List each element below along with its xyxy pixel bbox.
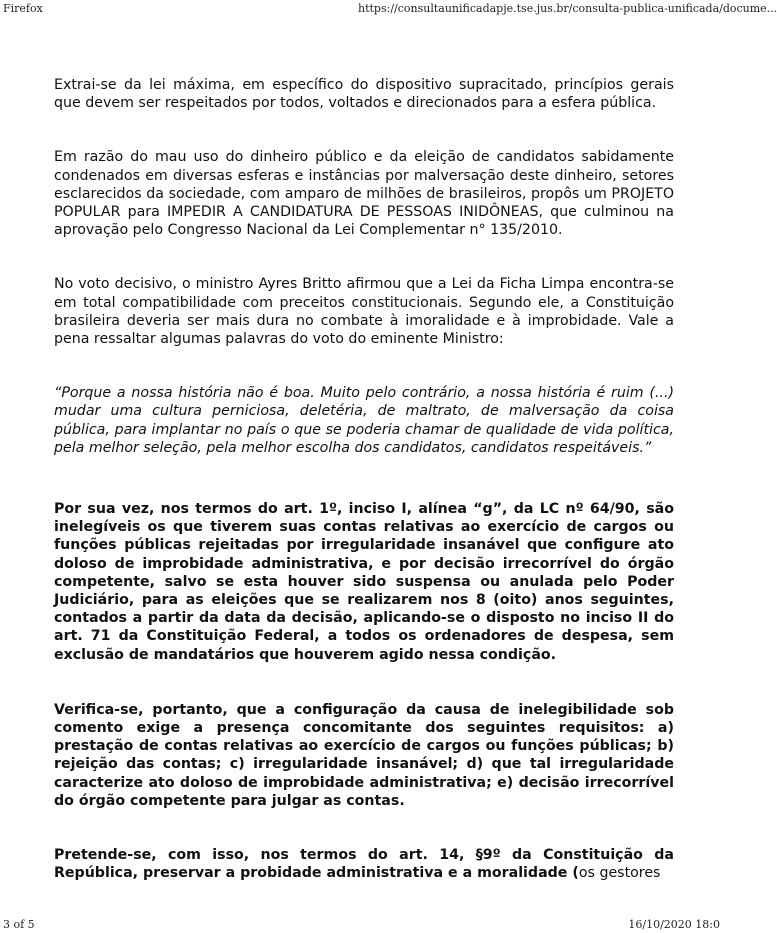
paragraph-principles: Extrai-se da lei máxima, em específico do dispositivo supracitado, princípios gerais que devem ser respeitados por todos, voltados e direcionados para a esfera pública. xyxy=(54,77,674,112)
print-header xyxy=(0,2,777,16)
browser-name: Firefox xyxy=(3,2,43,15)
page-url: https://consultaunificadapje.tse.jus.br/consulta-publica-unificada/docume... xyxy=(358,2,777,15)
quote-minister: “Porque a nossa história não é boa. Muito pelo contrário, a nossa história é ruim (...) mudar uma cultura perniciosa, deletéria, de maltrato, de malversação da coisa pública, para implantar no país o que se poderia chamar de qualidade de vida política, pela melhor seleção, pela melhor escolha dos candidatos, candidatos respeitáveis.” xyxy=(54,385,674,456)
print-datetime: 16/10/2020 18:0 xyxy=(628,918,720,931)
paragraph-constitution xyxy=(54,846,674,882)
print-footer xyxy=(0,918,720,932)
paragraph-ayres-britto: No voto decisivo, o ministro Ayres Britto afirmou que a Lei da Ficha Limpa encontra-se em total compatibilidade com preceitos constitucionais. Segundo ele, a Constituição brasileira deveria ser mais dura no combate à imoralidade e à improbidade. Vale a pena ressaltar algumas palavras do voto do eminente Ministro: xyxy=(54,276,674,348)
paragraph-requirements: Verifica-se, portanto, que a configuração da causa de inelegibilidade sob comento exige a presença concomitante dos seguintes requisitos: a) prestação de contas relativas ao exercício de cargos ou funções públicas; b) rejeição das contas; c) irregularidade insanável; d) que tal irregularidade caracterize ato doloso de improbidade administrativa; e) decisão irrecorrível do órgão competente para julgar as contas. xyxy=(54,701,674,809)
page-number: 3 of 5 xyxy=(3,918,35,931)
paragraph-constitution-bold: Pretende-se, com isso, nos termos do art. 14, §9º da Constituição da República, preservar a probidade administrativa e a moralidade ( xyxy=(54,847,674,882)
paragraph-ficha-limpa-origin: Em razão do mau uso do dinheiro público e da eleição de candidatos sabidamente condenados em diversas esferas e instâncias por malversação deste dinheiro, setores esclarecidos da sociedade, com amparo de milhões de brasileiros, propôs um PROJETO POPULAR para IMPEDIR A CANDIDATURA DE PESSOAS INIDÔNEAS, que culminou na aprovação pelo Congresso Nacional da Lei Complementar n° 135/2010. xyxy=(54,149,674,239)
paragraph-constitution-tail: os gestores xyxy=(578,865,661,882)
paragraph-lc-64-90: Por sua vez, nos termos do art. 1º, inciso I, alínea “g”, da LC nº 64/90, são inelegíveis os que tiverem suas contas relativas ao exercício de cargos ou funções públicas rejeitadas por irregularidade insanável que configure ato doloso de improbidade administrativa, e por decisão irrecorrível do órgão competente, salvo se esta houver sido suspensa ou anulada pelo Poder Judiciário, para as eleições que se realizarem nos 8 (oito) anos seguintes, contados a partir da data da decisão, aplicando-se o disposto no inciso II do art. 71 da Constituição Federal, a todos os ordenadores de despesa, sem exclusão de mandatários que houverem agido nessa condição. xyxy=(54,501,674,663)
document-body xyxy=(54,76,674,883)
